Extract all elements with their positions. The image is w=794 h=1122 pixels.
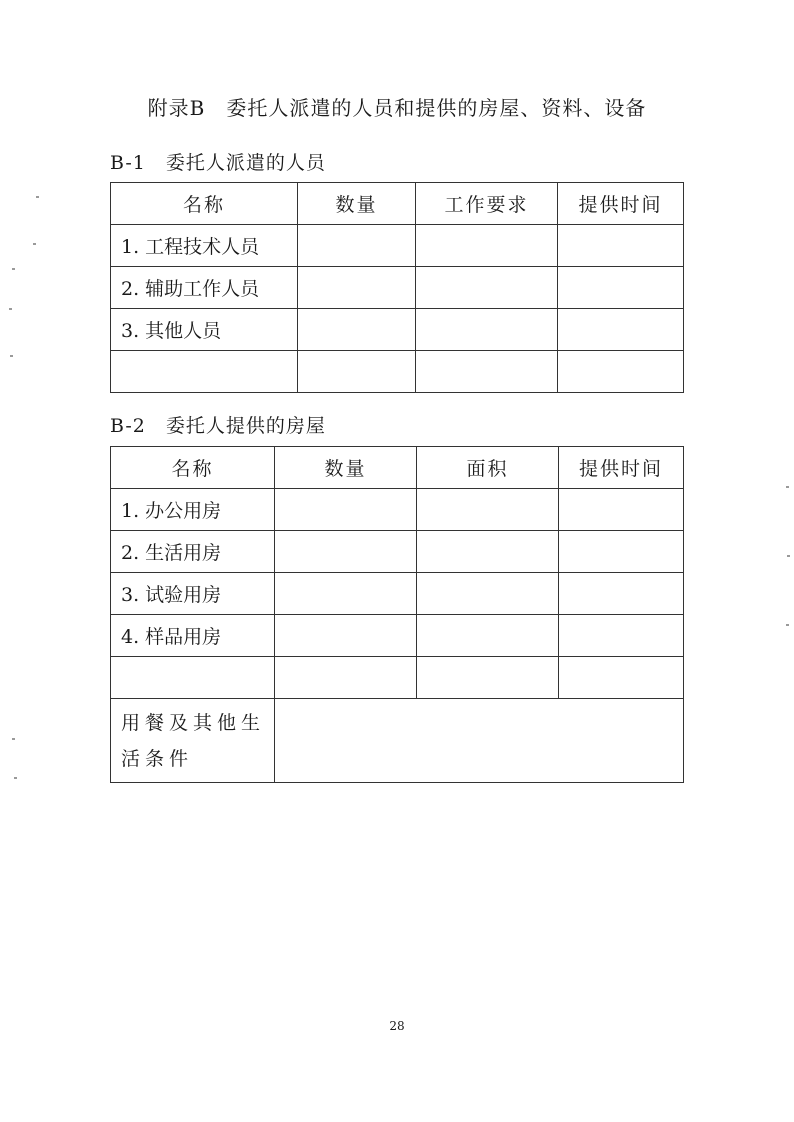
table-cell — [417, 531, 559, 573]
column-header: 面积 — [417, 447, 559, 489]
column-header: 数量 — [298, 183, 416, 225]
table-cell — [559, 657, 684, 699]
table-row — [111, 489, 684, 531]
table-cell — [275, 531, 417, 573]
table-cell — [275, 573, 417, 615]
table-cell: 4. 样品用房 — [111, 615, 275, 657]
table-cell — [298, 267, 416, 309]
table-cell — [417, 573, 559, 615]
table-cell — [558, 309, 684, 351]
table-cell — [298, 309, 416, 351]
table-cell: 2. 生活用房 — [111, 531, 275, 573]
section-heading-housing: B-2 委托人提供的房屋 — [110, 415, 326, 437]
table-row — [111, 351, 684, 393]
table-cell — [558, 267, 684, 309]
scan-speck — [787, 555, 790, 557]
living-conditions-value — [275, 699, 684, 783]
scan-speck — [12, 268, 15, 270]
table-cell — [275, 615, 417, 657]
section-heading-personnel: B-1 委托人派遣的人员 — [110, 152, 326, 174]
table-cell — [298, 351, 416, 393]
table-cell: 1. 工程技术人员 — [111, 225, 298, 267]
table-cell — [417, 489, 559, 531]
table-cell — [559, 531, 684, 573]
table-header-row — [111, 183, 684, 225]
page-number: 28 — [389, 1019, 405, 1033]
table-cell — [416, 309, 558, 351]
scan-speck — [14, 777, 17, 779]
table-header-row — [111, 447, 684, 489]
table-cell — [417, 657, 559, 699]
scan-speck — [36, 196, 39, 198]
column-header: 工作要求 — [416, 183, 558, 225]
living-conditions-label: 用餐及其他生活条件 — [121, 711, 266, 770]
scan-speck — [786, 624, 789, 626]
scan-speck — [10, 355, 13, 357]
column-header: 提供时间 — [559, 447, 684, 489]
table-cell — [558, 225, 684, 267]
living-conditions-row — [111, 699, 684, 783]
table-cell — [416, 351, 558, 393]
living-conditions-label-cell — [111, 699, 275, 783]
table-cell — [275, 489, 417, 531]
column-header: 数量 — [275, 447, 417, 489]
housing-table — [110, 446, 684, 783]
table-row — [111, 225, 684, 267]
table-cell — [111, 657, 275, 699]
scan-speck — [9, 308, 12, 310]
table-cell — [416, 225, 558, 267]
scan-speck — [33, 243, 36, 245]
column-header: 提供时间 — [558, 183, 684, 225]
page-title: 附录B 委托人派遣的人员和提供的房屋、资料、设备 — [147, 96, 647, 120]
scan-speck — [12, 738, 15, 740]
table-row — [111, 573, 684, 615]
table-cell — [559, 615, 684, 657]
table-row — [111, 267, 684, 309]
table-row — [111, 615, 684, 657]
table-cell — [416, 267, 558, 309]
table-cell: 1. 办公用房 — [111, 489, 275, 531]
table-row — [111, 309, 684, 351]
table-cell: 2. 辅助工作人员 — [111, 267, 298, 309]
table-cell — [298, 225, 416, 267]
personnel-table — [110, 182, 684, 393]
table-cell — [417, 615, 559, 657]
table-cell: 3. 其他人员 — [111, 309, 298, 351]
table-cell — [558, 351, 684, 393]
table-cell — [559, 573, 684, 615]
table-row — [111, 531, 684, 573]
table-cell — [111, 351, 298, 393]
table-cell: 3. 试验用房 — [111, 573, 275, 615]
column-header: 名称 — [111, 183, 298, 225]
column-header: 名称 — [111, 447, 275, 489]
scan-speck — [786, 486, 789, 488]
table-cell — [559, 489, 684, 531]
table-cell — [275, 657, 417, 699]
table-row — [111, 657, 684, 699]
